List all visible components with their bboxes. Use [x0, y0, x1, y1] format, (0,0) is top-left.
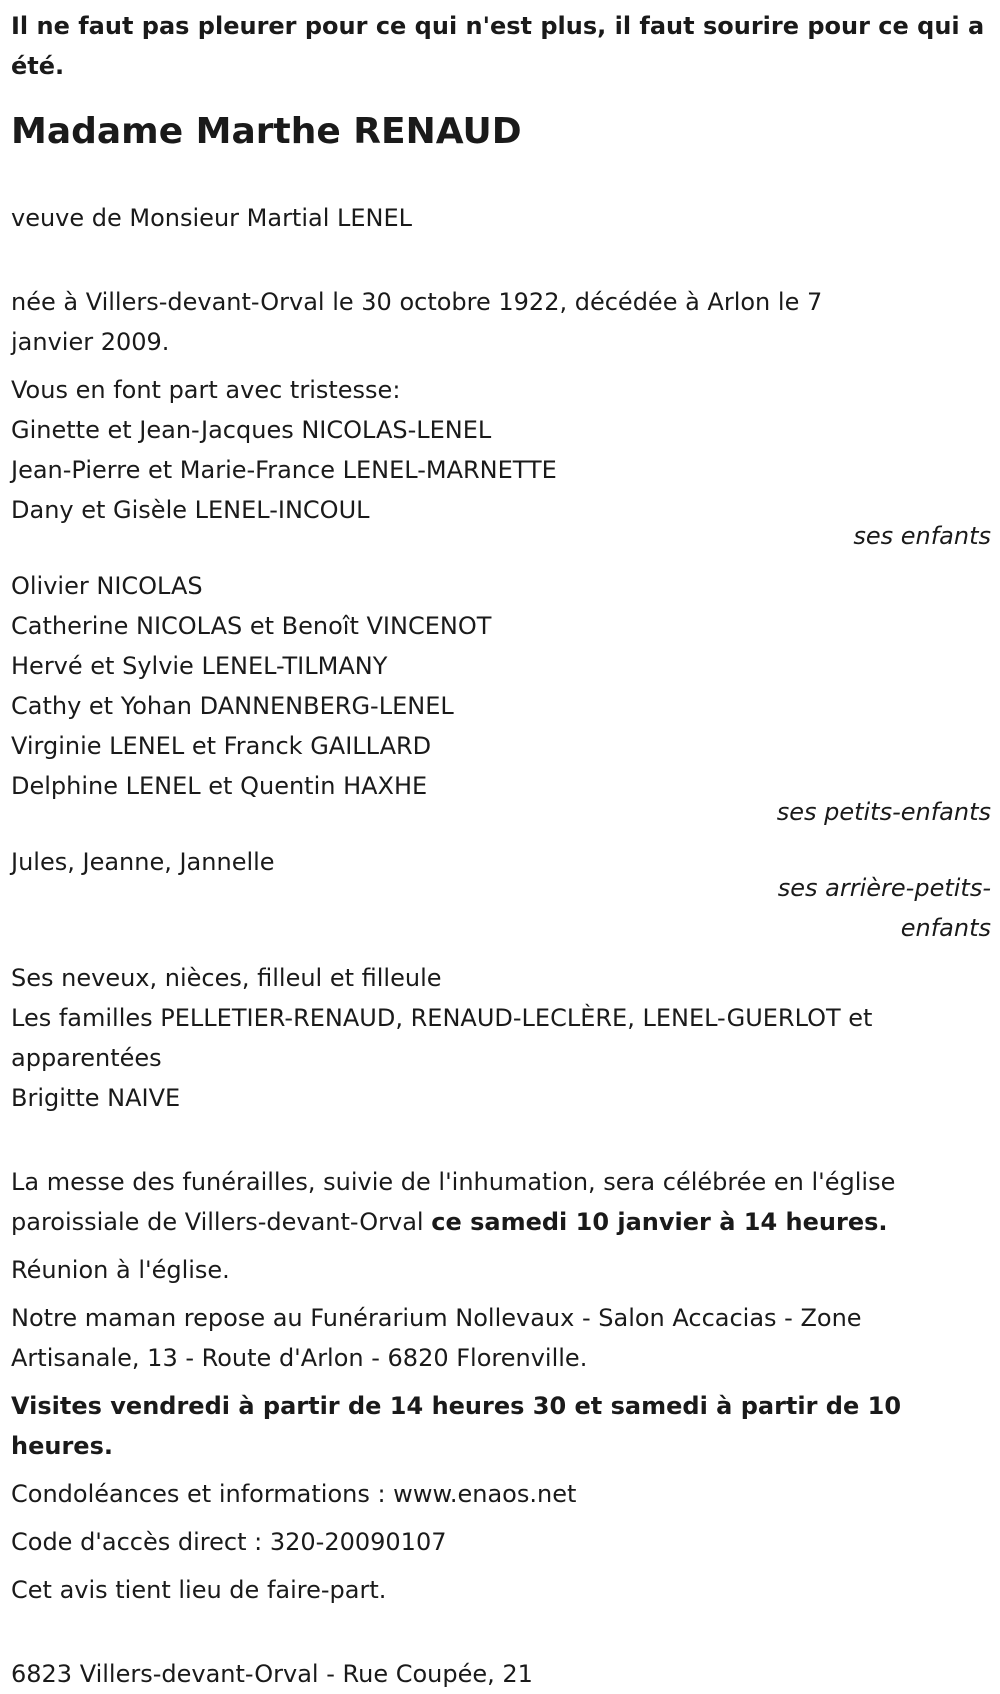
- role-label: ses arrière-petits-: [777, 874, 991, 902]
- funeral-info: [11, 1162, 986, 1242]
- condolences-info: Condoléances et informations : www.enaos.net: [11, 1480, 577, 1508]
- visits-info: [11, 1386, 986, 1466]
- children-list: [11, 410, 990, 530]
- list-item: Delphine LENEL et Quentin HAXHE: [11, 772, 428, 800]
- great-grandchildren: Jules, Jeanne, Jannelle: [11, 848, 275, 876]
- funerarium-info: Notre maman repose au Funérarium Nollevaux - Salon Accacias - Zone Artisanale, 13 - Route d'Arlon - 6820 Florenville.: [11, 1304, 862, 1372]
- list-item: Dany et Gisèle LENEL-INCOUL: [11, 496, 370, 524]
- role-label: ses petits-enfants: [776, 798, 991, 826]
- epigraph-quote: Il ne faut pas pleurer pour ce qui n'est plus, il faut sourire pour ce qui a été.: [11, 12, 985, 80]
- meeting-info: Réunion à l'église.: [11, 1256, 230, 1284]
- other-relatives: [11, 958, 971, 1118]
- address: 6823 Villers-devant-Orval - Rue Coupée, 21: [11, 1660, 533, 1688]
- list-item: Hervé et Sylvie LENEL-TILMANY: [11, 652, 388, 680]
- list-item: Jean-Pierre et Marie-France LENEL-MARNETTE: [11, 456, 557, 484]
- list-item: Brigitte NAIVE: [11, 1084, 181, 1112]
- birth-death: née à Villers-devant-Orval le 30 octobre 1922, décédée à Arlon le 7 janvier 2009.: [11, 288, 823, 356]
- list-item: Catherine NICOLAS et Benoît VINCENOT: [11, 612, 492, 640]
- widow-of: veuve de Monsieur Martial LENEL: [11, 204, 413, 232]
- list-item: Ginette et Jean-Jacques NICOLAS-LENEL: [11, 416, 492, 444]
- visits-text: Visites vendredi à partir de 14 heures 30 et samedi à partir de 10 heures.: [11, 1392, 902, 1460]
- notice-text: Cet avis tient lieu de faire-part.: [11, 1576, 387, 1604]
- list-item: Olivier NICOLAS: [11, 572, 203, 600]
- announce-intro: Vous en font part avec tristesse:: [11, 376, 401, 404]
- funeral-text: La messe des funérailles, suivie de l'inhumation, sera célébrée en l'église paroissiale de Villers-devant-Orval: [11, 1168, 896, 1236]
- list-item: Les familles PELLETIER-RENAUD, RENAUD-LECLÈRE, LENEL-GUERLOT et apparentées: [11, 1004, 873, 1072]
- role-label: enfants: [900, 914, 991, 942]
- funeral-datetime: ce samedi 10 janvier à 14 heures.: [431, 1208, 888, 1236]
- access-code: Code d'accès direct : 320-20090107: [11, 1528, 447, 1556]
- obituary-page: [0, 6, 990, 1694]
- list-item: Ses neveux, nièces, filleul et filleule: [11, 964, 442, 992]
- role-label: ses enfants: [853, 522, 991, 550]
- list-item: Virginie LENEL et Franck GAILLARD: [11, 732, 432, 760]
- grandchildren-list: [11, 566, 990, 806]
- list-item: Cathy et Yohan DANNENBERG-LENEL: [11, 692, 454, 720]
- deceased-name: Madame Marthe RENAUD: [11, 111, 522, 152]
